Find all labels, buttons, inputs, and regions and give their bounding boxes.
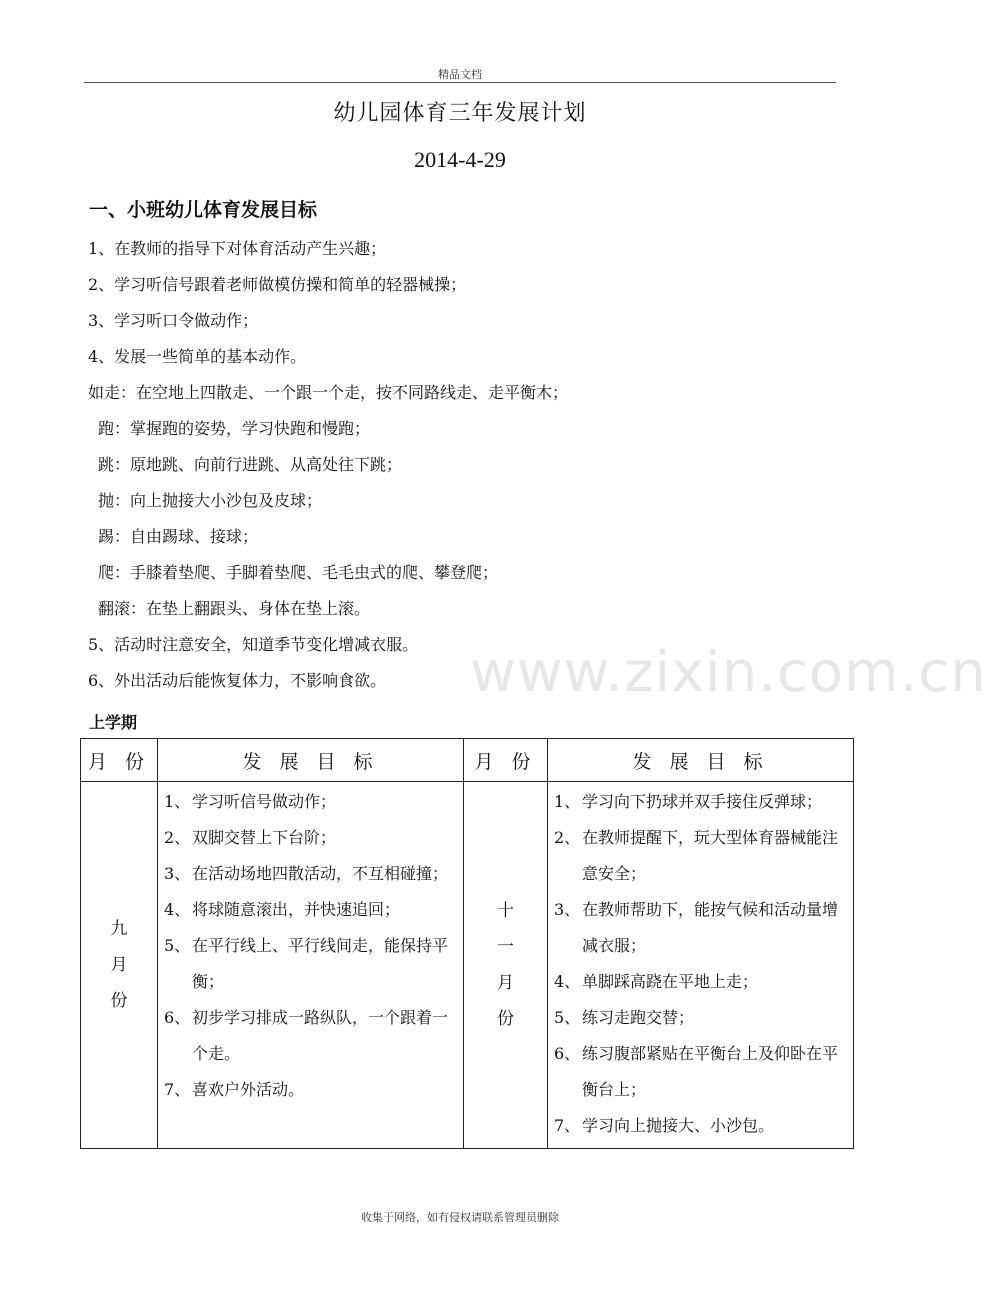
- semester-label: 上学期: [89, 713, 138, 732]
- monthly-plan-table: [80, 738, 854, 1149]
- item-number: 6、: [164, 1008, 191, 1027]
- goals-column-header: 发 展 目 标: [158, 739, 464, 782]
- item-text: 喜欢户外活动。: [192, 1080, 305, 1099]
- list-item: [164, 892, 457, 928]
- goal-line: 3、学习听口令做动作；: [88, 311, 259, 330]
- item-number: 2、: [164, 828, 191, 847]
- item-number: 1、: [164, 792, 191, 811]
- item-text: 学习向下扔球并双手接住反弹球；: [582, 792, 823, 811]
- item-number: 3、: [554, 900, 581, 919]
- item-text: 单脚踩高跷在平地上走；: [582, 972, 759, 991]
- goal-line: 跑：掌握跑的姿势，学习快跑和慢跑；: [98, 419, 371, 438]
- item-number: 3、: [164, 864, 191, 883]
- table-row: [81, 782, 854, 1149]
- goal-line: 5、活动时注意安全，知道季节变化增减衣服。: [88, 635, 419, 654]
- month-cell-september: [81, 782, 158, 1149]
- watermark: www.zixin.com.cn: [470, 640, 987, 705]
- item-number: 6、: [554, 1044, 581, 1063]
- month-char: 份: [110, 991, 128, 1011]
- list-item: [554, 784, 847, 820]
- month-column-header: 月 份: [81, 739, 158, 782]
- list-item: [164, 784, 457, 820]
- item-text: 初步学习排成一路纵队，一个跟着一个走。: [192, 1008, 449, 1063]
- item-text: 练习走跑交替；: [582, 1008, 695, 1027]
- list-item: [164, 1000, 457, 1072]
- item-number: 5、: [554, 1008, 581, 1027]
- item-number: 5、: [164, 936, 191, 955]
- month-char: 九: [110, 919, 128, 939]
- goal-line: 如走：在空地上四散走、一个跟一个走，按不同路线走、走平衡木；: [88, 383, 569, 402]
- goals-column-header: 发 展 目 标: [548, 739, 854, 782]
- document-date: 2014-4-29: [414, 147, 506, 172]
- item-text: 双脚交替上下台阶；: [192, 828, 337, 847]
- list-item: [164, 1072, 457, 1108]
- list-item: [164, 856, 457, 892]
- item-number: 7、: [164, 1080, 191, 1099]
- goal-line: 翻滚：在垫上翻跟头、身体在垫上滚。: [98, 599, 371, 618]
- list-item: [554, 1000, 847, 1036]
- item-text: 将球随意滚出，并快速追回；: [192, 900, 401, 919]
- list-item: [554, 1108, 847, 1144]
- page-footer-label: 收集于网络，如有侵权请联系管理员删除: [361, 1211, 559, 1224]
- item-text: 学习向上抛接大、小沙包。: [582, 1116, 775, 1135]
- goal-line: 2、学习听信号跟着老师做模仿操和简单的轻器械操；: [88, 275, 467, 294]
- goal-line: 4、发展一些简单的基本动作。: [88, 347, 307, 366]
- goals-cell-november: [548, 782, 854, 1149]
- month-column-header: 月 份: [464, 739, 548, 782]
- month-char: 份: [497, 1009, 514, 1029]
- goal-list: [88, 238, 848, 706]
- list-item: [554, 892, 847, 964]
- item-text: 练习腹部紧贴在平衡台上及仰卧在平衡台上；: [582, 1044, 839, 1099]
- list-item: [164, 820, 457, 856]
- item-text: 在教师帮助下，能按气候和活动量增减衣服；: [582, 900, 839, 955]
- document-title: 幼儿园体育三年发展计划: [333, 101, 587, 126]
- month-char: 十: [497, 901, 514, 921]
- item-number: 2、: [554, 828, 581, 847]
- item-text: 在平行线上、平行线间走，能保持平衡；: [192, 936, 449, 991]
- item-text: 学习听信号做动作；: [192, 792, 337, 811]
- goal-line: 踢：自由踢球、接球；: [98, 527, 259, 546]
- section-heading: 一、小班幼儿体育发展目标: [89, 199, 318, 221]
- goal-line: 1、在教师的指导下对体育活动产生兴趣；: [88, 239, 387, 258]
- item-number: 4、: [164, 900, 191, 919]
- page-header-label: 精品文档: [438, 68, 482, 81]
- table-header-row: [81, 739, 854, 782]
- item-number: 1、: [554, 792, 581, 811]
- list-item: [164, 928, 457, 1000]
- goal-line: 跳：原地跳、向前行进跳、从高处往下跳；: [98, 455, 403, 474]
- month-char: 一: [497, 937, 514, 957]
- item-text: 在教师提醒下，玩大型体育器械能注意安全；: [582, 828, 839, 883]
- item-text: 在活动场地四散活动，不互相碰撞；: [192, 864, 449, 883]
- goal-line: 6、外出活动后能恢复体力，不影响食欲。: [88, 671, 387, 690]
- item-number: 7、: [554, 1116, 581, 1135]
- list-item: [554, 1036, 847, 1108]
- list-item: [554, 964, 847, 1000]
- goal-line: 抛：向上抛接大小沙包及皮球；: [98, 491, 323, 510]
- header-divider: [84, 82, 836, 83]
- goal-line: 爬：手膝着垫爬、手脚着垫爬、毛毛虫式的爬、攀登爬；: [98, 563, 499, 582]
- goals-cell-september: [158, 782, 464, 1149]
- month-cell-november: [464, 782, 548, 1149]
- month-char: 月: [110, 955, 128, 975]
- item-number: 4、: [554, 972, 581, 991]
- month-char: 月: [497, 973, 514, 993]
- list-item: [554, 820, 847, 892]
